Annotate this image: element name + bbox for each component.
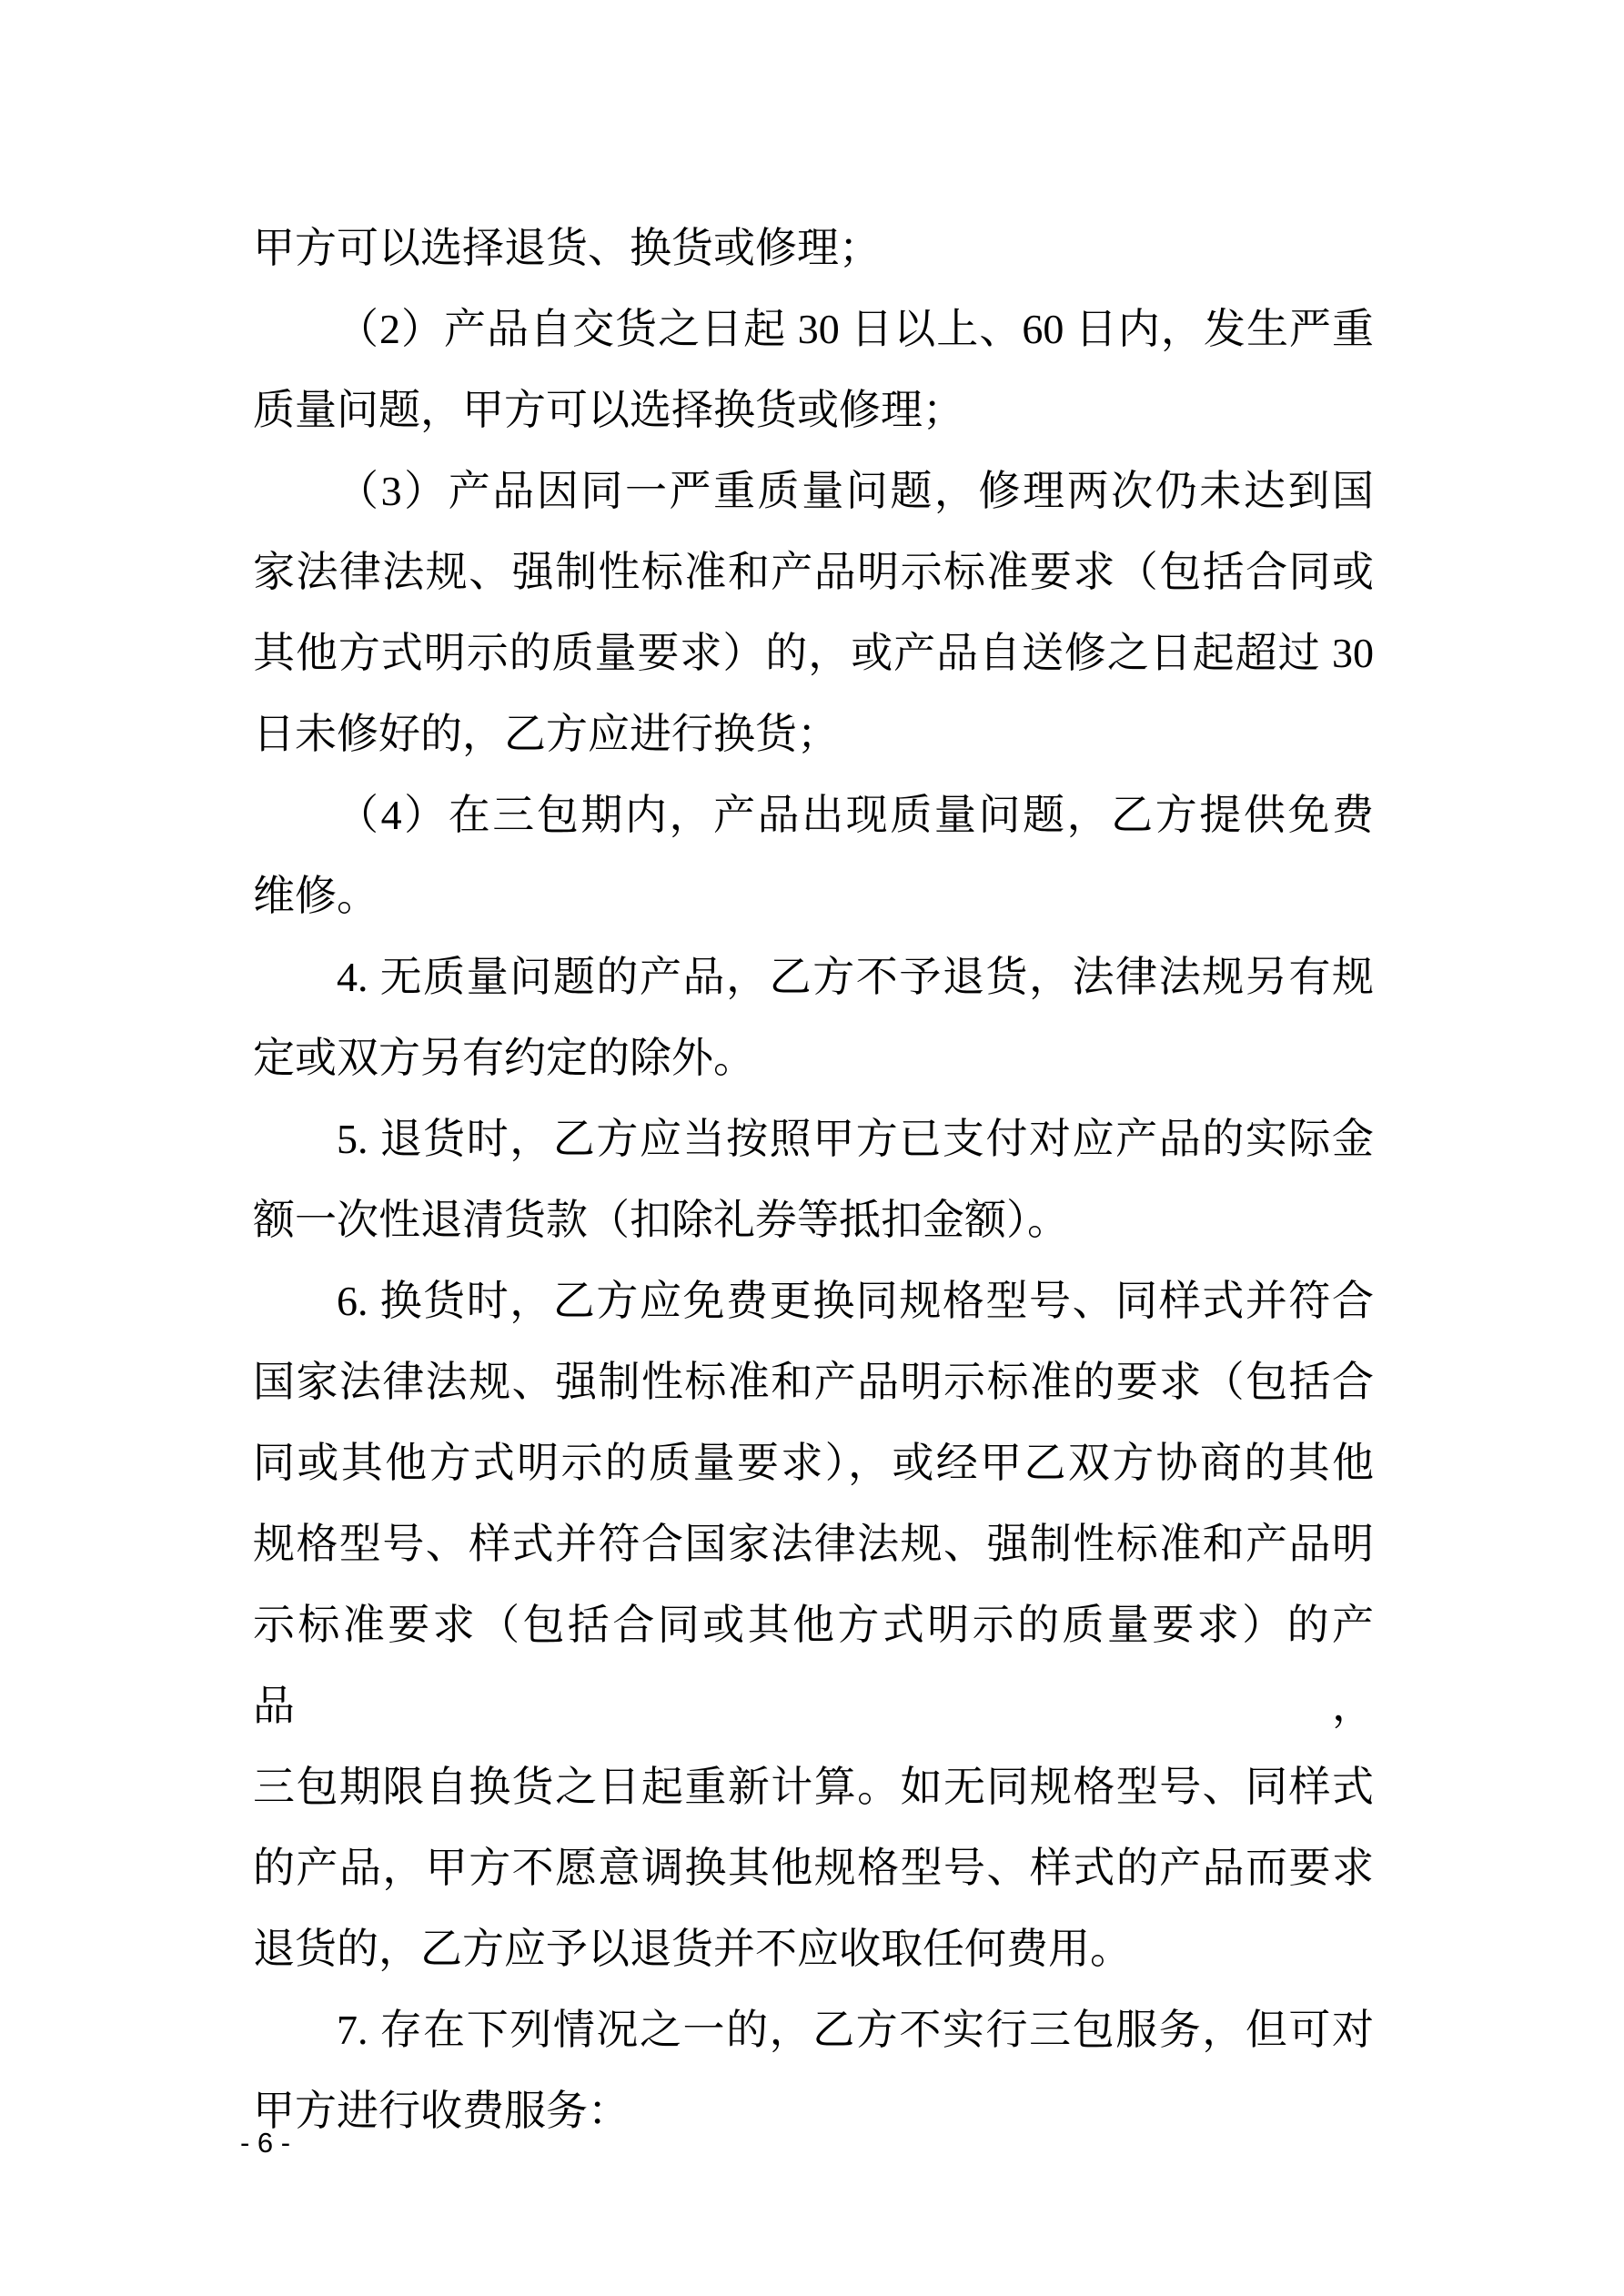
text-line: 国家法律法规、强制性标准和产品明示标准的要求（包括合: [253, 1359, 1374, 1405]
text-line: 7. 存在下列情况之一的，乙方不实行三包服务，但可对: [337, 2007, 1374, 2053]
text-line: 6. 换货时，乙方应免费更换同规格型号、同样式并符合: [337, 1278, 1374, 1324]
text-line: 甲方进行收费服务：: [253, 2088, 630, 2134]
text-line: 同或其他方式明示的质量要求），或经甲乙双方协商的其他: [253, 1440, 1374, 1486]
text-line: 退货的，乙方应予以退货并不应收取任何费用。: [253, 1926, 1132, 1972]
text-line: 家法律法规、强制性标准和产品明示标准要求（包括合同或: [253, 549, 1374, 595]
text-line: （2）产品自交货之日起 30 日以上、60 日内，发生严重: [337, 306, 1374, 352]
text-line: 的产品，甲方不愿意调换其他规格型号、样式的产品而要求: [253, 1845, 1374, 1891]
text-line: 甲方可以选择退货、换货或修理；: [253, 225, 881, 271]
text-line: 维修。: [253, 873, 378, 919]
text-line: 日未修好的，乙方应进行换货；: [253, 711, 839, 757]
text-line: （3）产品因同一严重质量问题，修理两次仍未达到国: [337, 468, 1374, 514]
text-line: 5. 退货时，乙方应当按照甲方已支付对应产品的实际金: [337, 1116, 1374, 1162]
text-line: 其他方式明示的质量要求）的，或产品自送修之日起超过 30: [253, 630, 1374, 676]
text-line: 质量问题，甲方可以选择换货或修理；: [253, 387, 964, 433]
text-line: 额一次性退清货款（扣除礼券等抵扣金额）。: [253, 1197, 1069, 1243]
text-line: 4. 无质量问题的产品，乙方不予退货，法律法规另有规: [337, 954, 1374, 1000]
text-line: 定或双方另有约定的除外。: [253, 1035, 755, 1081]
text-line: 规格型号、样式并符合国家法律法规、强制性标准和产品明: [253, 1521, 1374, 1567]
text-line: 三包期限自换货之日起重新计算。如无同规格型号、同样式: [253, 1764, 1374, 1810]
text-line: 示标准要求（包括合同或其他方式明示的质量要求）的产品，: [253, 1602, 1374, 1729]
text-line: （4）在三包期内，产品出现质量问题，乙方提供免费: [337, 792, 1374, 838]
page-number: - 6 -: [240, 2127, 291, 2159]
document-body: [253, 207, 1374, 2151]
